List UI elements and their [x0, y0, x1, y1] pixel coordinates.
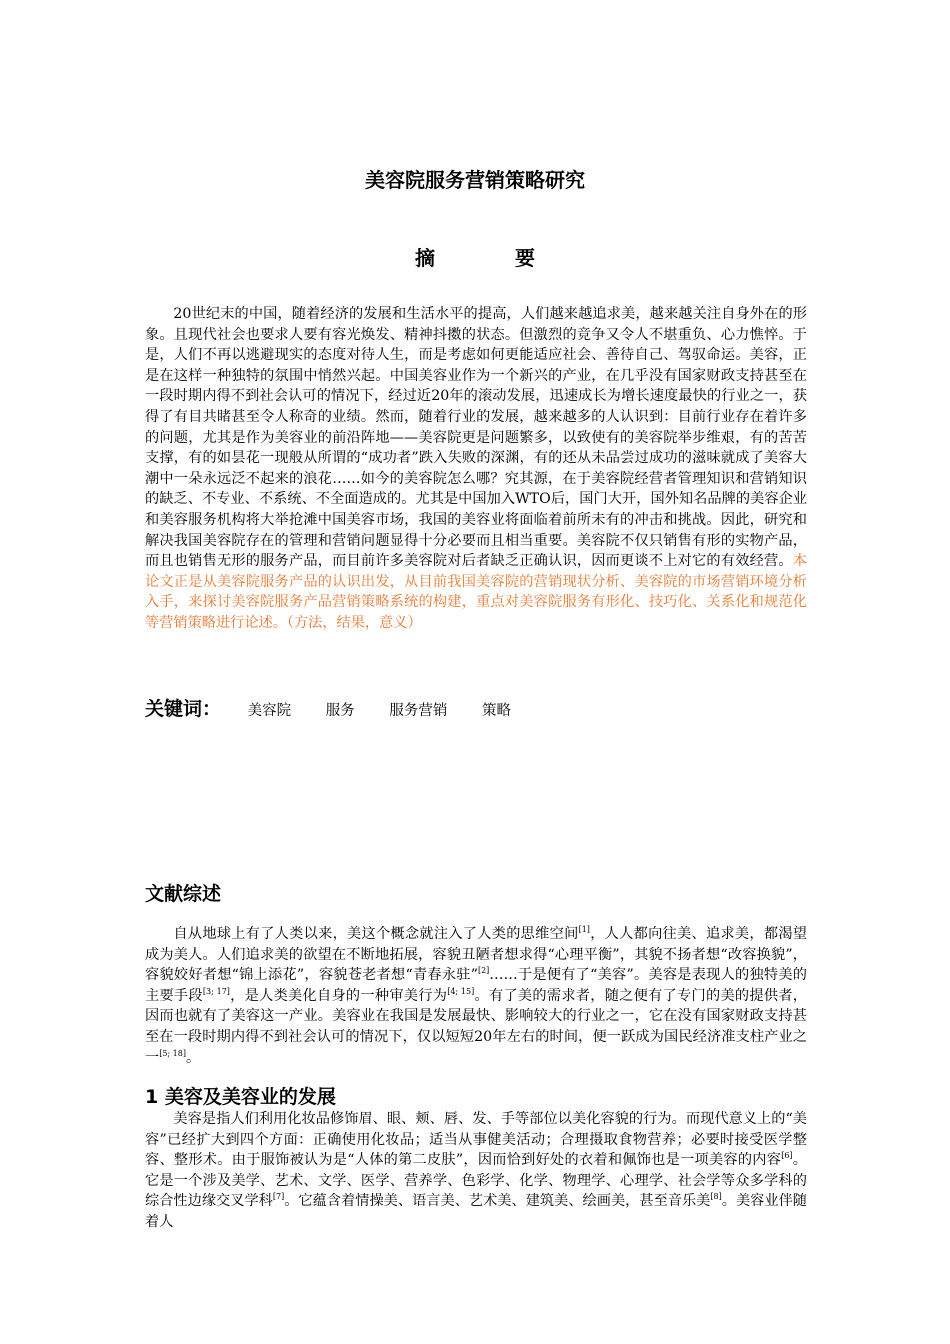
- body-text: 。: [185, 1049, 201, 1066]
- citation: [7]: [272, 1192, 285, 1202]
- abstract-heading: [0, 244, 950, 272]
- body-text: 。有了美的需求者，随之便有了专门的美的提供者，因而也就有了美容这一产业。美容业在我国是发展最快、影响较大的行业之一，它在没有国家财政支持甚至在一段时期内得不到社会认可的情况下，仅以短短20年左右的时间，便一跃成为国民经济准支柱产业之一: [145, 987, 807, 1066]
- literature-review-heading: 文献综述: [145, 883, 222, 905]
- citation: [5; 18]: [159, 1048, 186, 1058]
- keyword: 服务: [325, 703, 355, 719]
- body-text: ，人人都向往美、追求美，都渴望成为美人。人们追求美的欲望在不断地拓展，容貌丑陋者想求得“心理平衡”，其貌不扬者想“改容换貌”，容貌姣好者想“锦上添花”，容貌苍老者想“青春永驻”: [145, 926, 807, 984]
- abstract-highlight-text: 本论文正是从美容院服务产品的认识出发，从目前我国美容院的营销现状分析、美容院的市场营销环境分析入手，来探讨美容院服务产品营销策略系统的构建，重点对美容院服务有形化、技巧化、关系化和规范化等营销策略进行论述。（方法，结果，意义）: [145, 553, 807, 631]
- keywords-line: [145, 695, 807, 725]
- abstract-paragraph: [145, 304, 807, 634]
- section-1-paragraph: [145, 1109, 807, 1233]
- keyword: 策略: [481, 703, 511, 719]
- body-text: 。它蕴含着情操美、语言美、艺术美、建筑美、绘画美，甚至音乐美: [284, 1193, 711, 1210]
- body-text: 。它是一个涉及美学、艺术、文学、医学、营养学、色彩学、化学、物理学、心理学、社会学等众多学科的综合性边缘交叉学科: [145, 1152, 807, 1210]
- body-text: 美容是指人们利用化妆品修饰眉、眼、颊、唇、发、手等部位以美化容貌的行为。而现代意义上的“美容”已经扩大到四个方面：正确使用化妆品；适当从事健美活动；合理摄取食物营养；必要时接受医学整容、整形术。由于服饰被认为是“人体的第二皮肤”，因而恰到好处的衣着和佩饰也是一项美容的内容: [145, 1111, 807, 1169]
- section-1-heading: 1 美容及美容业的发展: [145, 1086, 336, 1108]
- body-text: ，是人类美化自身的一种审美行为: [229, 987, 448, 1004]
- abstract-text: 20世纪末的中国，随着经济的发展和生活水平的提高，人们越来越追求美，越来越关注自身外在的形象。且现代社会也要求人要有容光焕发、精神抖擞的状态。但激烈的竞争又令人不堪重负、心力憔悴。于是，人们不再以逃避现实的态度对待人生，而是考虑如何更能适应社会、善待自己、驾驭命运。美容，正是在这样一种独特的氛围中悄然兴起。中国美容业作为一个新兴的产业，在几乎没有国家财政支持甚至在一段时期内得不到社会认可的情况下，经过近20年的滚动发展，迅速成长为增长速度最快的行业之一，获得了有目共睹甚至令人称奇的业绩。然而，随着行业的发展，越来越多的人认识到：目前行业存在着许多的问题，尤其是作为美容业的前沿阵地——美容院更是问题繁多，以致使有的美容院举步维艰，有的苦苦支撑，有的如昙花一现般从所谓的“成功者”跌入失败的深渊，有的还从未品尝过成功的滋味就成了美容大潮中一朵永远泛不起来的浪花……如今的美容院怎么哪？究其源，在于美容院经营者管理知识和营销知识的缺乏、不专业、不系统、不全面造成的。尤其是中国加入WTO后，国门大开，国外知名品牌的美容企业和美容服务机构将大举抢滩中国美容市场，我国的美容业将面临着前所未有的冲击和挑战。因此，研究和解决我国美容院存在的管理和营销问题显得十分必要而且相当重要。美容院不仅只销售有形的实物产品，而且也销售无形的服务产品，而目前许多美容院对后者缺乏正确认识，因而更谈不上对它的有效经营。: [145, 306, 807, 570]
- citation: [2]: [477, 966, 490, 976]
- keywords-label: 关键词：: [145, 698, 222, 720]
- body-text: 。美容业伴随着人: [145, 1193, 807, 1230]
- keyword: 美容院: [247, 703, 292, 719]
- body-text: ……于是便有了“美容”。美容是表现人的独特美的主要手段: [145, 967, 807, 1004]
- abstract-heading-right: 要: [515, 246, 535, 270]
- citation: [1]: [578, 925, 590, 934]
- keyword: 服务营销: [389, 703, 448, 719]
- citation: [6]: [781, 1151, 793, 1161]
- citation: [4; 15]: [447, 986, 475, 996]
- body-text: 自从地球上有了人类以来，美这个概念就注入了人类的思维空间: [173, 926, 579, 942]
- abstract-heading-left: 摘: [415, 246, 435, 270]
- literature-review-paragraph: [145, 924, 807, 1068]
- citation: [8]: [710, 1192, 722, 1202]
- paper-title: 美容院服务营销策略研究: [365, 168, 585, 192]
- citation: [3; 17]: [202, 986, 230, 996]
